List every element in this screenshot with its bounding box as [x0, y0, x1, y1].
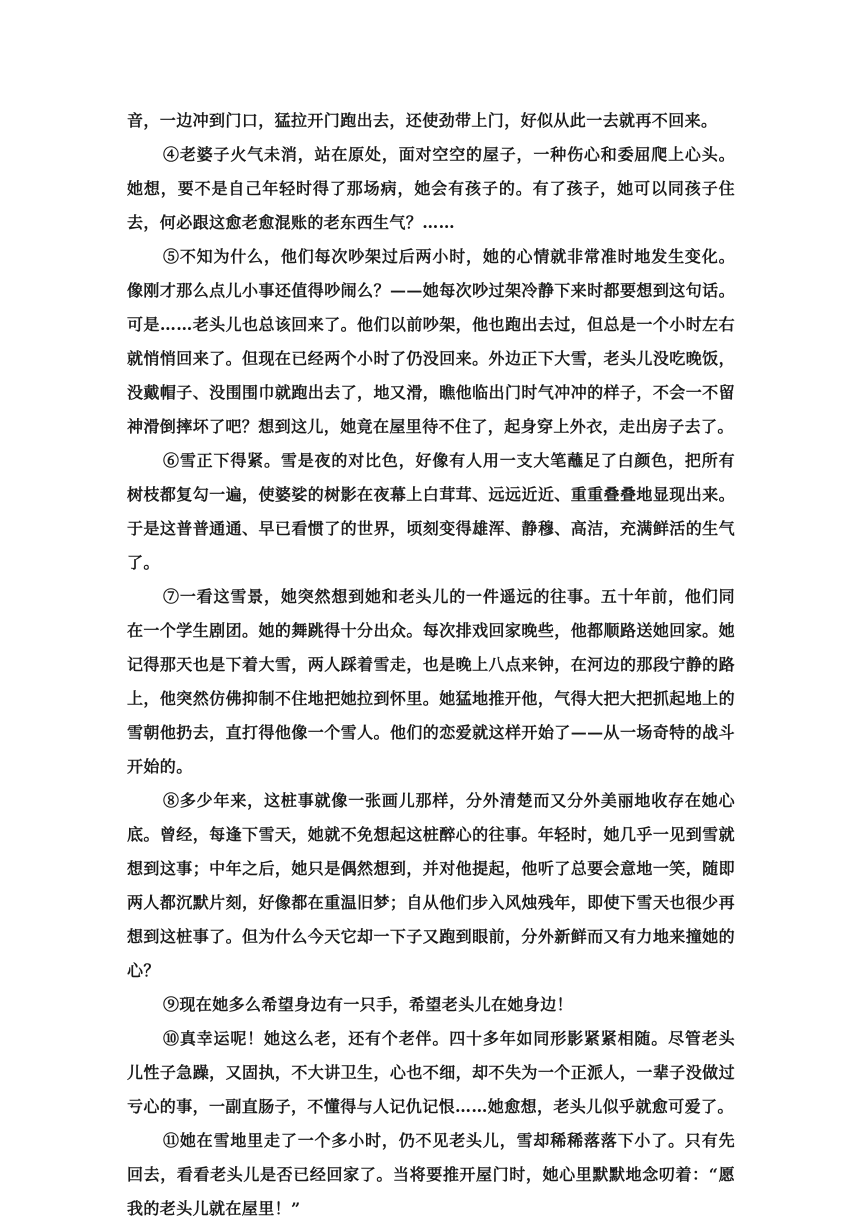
- paragraph-6: ⑥雪正下得紧。雪是夜的对比色，好像有人用一支大笔蘸足了白颜色，把所有树枝都复勾一遍，使婆娑的树影在夜幕上白茸茸、远远近近、重重叠叠地显现出来。于是这普普通通、早已看惯了的世界，顷刻变得雄浑、静穆、高洁，充满鲜活的生气了。: [127, 451, 735, 572]
- paragraph-10: ⑩真幸运呢！她这么老，还有个老伴。四十多年如同形影紧紧相随。尽管老头儿性子急躁，又固执，不大讲卫生，心也不细，却不失为一个正派人，一辈子没做过亏心的事，一副直肠子，不懂得与人记仇记恨……她愈想，老头儿似乎就愈可爱了。: [127, 1029, 735, 1116]
- paragraph-8: ⑧多少年来，这桩事就像一张画儿那样，分外清楚而又分外美丽地收存在她心底。曾经，每逢下雪天，她就不免想起这桩醉心的往事。年轻时，她几乎一见到雪就想到这事；中年之后，她只是偶然想到，并对他提起，他听了总要会意地一笑，随即两人都沉默片刻，好像都在重温旧梦；自从他们步入风烛残年，即使下雪天也很少再想到这桩事了。但为什么今天它却一下子又跑到眼前，分外新鲜而又有力地来撞她的心？: [127, 791, 735, 980]
- paragraph-7: ⑦一看这雪景，她突然想到她和老头儿的一件遥远的往事。五十年前，他们同在一个学生剧团。她的舞跳得十分出众。每次排戏回家晚些，他都顺路送她回家。她记得那天也是下着大雪，两人踩着雪走，也是晚上八点来钟，在河边的那段宁静的路上，他突然仿佛抑制不住地把她拉到怀里。她猛地推开他，气得大把大把抓起地上的雪朝他扔去，直打得他像一个雪人。他们的恋爱就这样开始了——从一场奇特的战斗开始的。: [127, 587, 735, 776]
- article-body: [127, 104, 735, 1226]
- paragraph-4: ④老婆子火气未消，站在原处，面对空空的屋子，一种伤心和委屈爬上心头。她想，要不是自己年轻时得了那场病，她会有孩子的。有了孩子，她可以同孩子住去，何必跟这愈老愈混账的老东西生气？……: [127, 145, 735, 232]
- paragraph-5: ⑤不知为什么，他们每次吵架过后两小时，她的心情就非常准时地发生变化。像刚才那么点儿小事还值得吵闹么？——她每次吵过架冷静下来时都要想到这句话。可是……老头儿也总该回来了。他们以前吵架，他也跑出去过，但总是一个小时左右就悄悄回来了。但现在已经两个小时了仍没回来。外边正下大雪，老头儿没吃晚饭，没戴帽子、没围围巾就跑出去了，地又滑，瞧他临出门时气冲冲的样子，不会一不留神滑倒摔坏了吧？想到这儿，她竟在屋里待不住了，起身穿上外衣，走出房子去了。: [127, 247, 735, 436]
- paragraph-11: ⑪她在雪地里走了一个多小时，仍不见老头儿，雪却稀稀落落下小了。只有先回去，看看老头儿是否已经回家了。当将要推开屋门时，她心里默默地念叨着：“愿我的老头儿就在屋里！”: [127, 1131, 735, 1218]
- paragraph-continuation: 音，一边冲到门口，猛拉开门跑出去，还使劲带上门，好似从此一去就再不回来。: [127, 111, 718, 130]
- paragraph-9: ⑨现在她多么希望身边有一只手，希望老头儿在她身边！: [163, 995, 574, 1014]
